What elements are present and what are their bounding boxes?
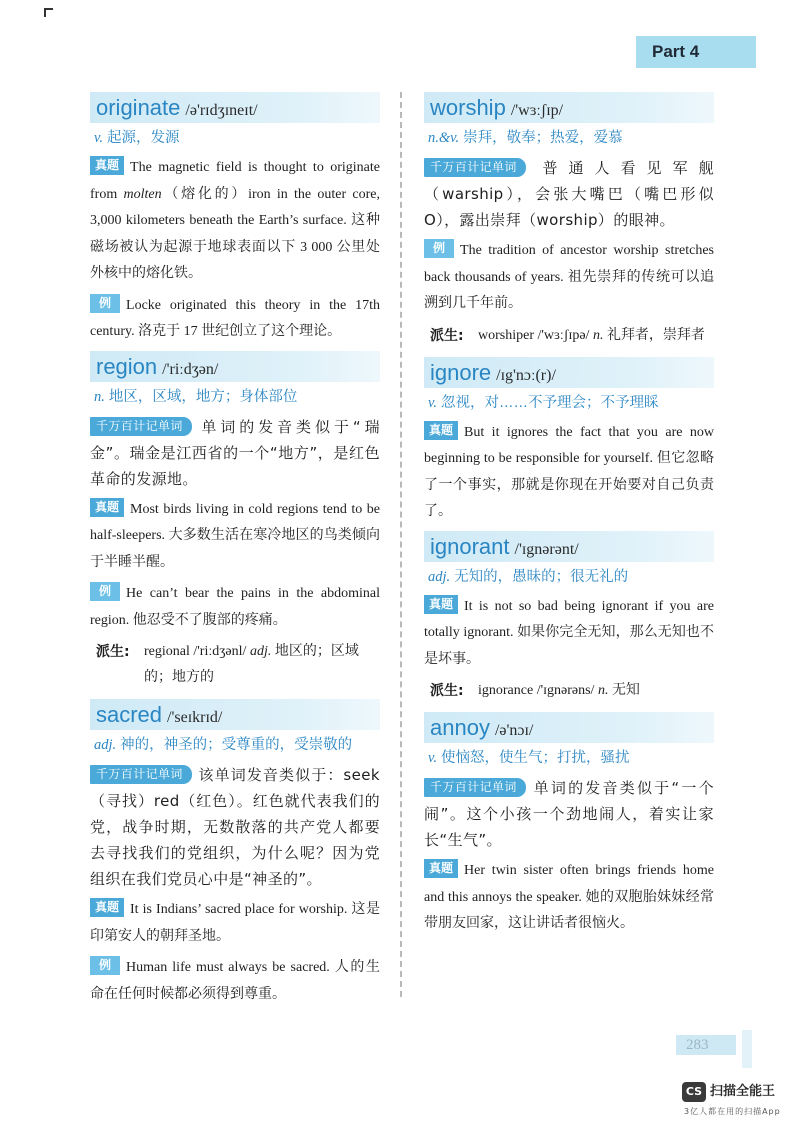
definition-text: 崇拜，敬奉；热爱，爱慕 bbox=[463, 130, 623, 146]
example-text: The tradition of ancestor worship stretches back thousands of years. 祖先崇拜的传统可以追溯到几千年前。 bbox=[424, 243, 714, 311]
definition-text: 地区，区域，地方；身体部位 bbox=[108, 388, 298, 405]
memory-tag: 千万百计记单词 bbox=[424, 778, 526, 797]
headword-bar bbox=[90, 699, 380, 730]
exam-text-italic: molten bbox=[123, 186, 162, 202]
headword: region bbox=[96, 353, 158, 379]
derivative-text bbox=[144, 639, 380, 691]
headword-bar bbox=[424, 531, 714, 562]
example-tag: 例 bbox=[90, 582, 120, 601]
entry-worship bbox=[424, 92, 714, 349]
memory-tip bbox=[424, 775, 714, 853]
crop-corner-mark bbox=[44, 8, 53, 17]
memory-text: 普通人看见军舰（warship），会张大嘴巴（嘴巴形似 O），露出崇拜（worship）的眼神。 bbox=[424, 159, 714, 229]
exam-tag: 真题 bbox=[90, 898, 124, 917]
derivative-label: 派生: bbox=[430, 683, 464, 699]
headword-bar bbox=[90, 351, 380, 382]
definition bbox=[94, 127, 380, 149]
example-tag: 例 bbox=[424, 239, 454, 258]
definition-text: 起源，发源 bbox=[107, 130, 180, 146]
derivative-pos: n. bbox=[597, 683, 609, 698]
memory-tag: 千万百计记单词 bbox=[90, 765, 192, 784]
exam-text: It is not so bad being ignorant if you are totally ignorant. 如果你完全无知，那么无知也不是坏事。 bbox=[424, 598, 714, 667]
exam-text: But it ignores the fact that you are now beginning to be responsible for yourself. 但它忽略了一个事实，那就是你现在开始要对自己负责了。 bbox=[424, 424, 714, 519]
derivative bbox=[424, 323, 714, 349]
entry-sacred bbox=[90, 699, 380, 1008]
example-text: Human life must always be sacred. 人的生命在任何时候都必须得到尊重。 bbox=[90, 960, 380, 1002]
memory-tag: 千万百计记单词 bbox=[424, 158, 526, 177]
headword-bar bbox=[424, 92, 714, 123]
derivative-label: 派生: bbox=[96, 644, 130, 660]
memory-text: 该单词发音类似于：seek（寻找）red（红色）。红色就代表我们的党，战争时期，无数散落的共产党人都要去寻找我们的党组织，为什么呢？因为党组织在我们党员心中是“神圣的”。 bbox=[90, 766, 380, 888]
headword: ignorant bbox=[430, 533, 510, 559]
part-of-speech: n. bbox=[94, 388, 105, 405]
derivative-pos: adj. bbox=[249, 644, 272, 659]
derivative-meaning: 无知 bbox=[608, 683, 640, 698]
phonetic: /'ɪgnərənt/ bbox=[514, 540, 579, 558]
exam-text: Most birds living in cold regions tend to be half-sleepers. 大多数生活在寒冷地区的鸟类倾向于半睡半醒。 bbox=[90, 501, 380, 570]
example bbox=[424, 238, 714, 318]
exam-tag: 真题 bbox=[424, 595, 458, 614]
watermark-subtitle: 3亿人都在用的扫描App bbox=[684, 1107, 781, 1116]
exam-example bbox=[424, 420, 714, 526]
exam-tag: 真题 bbox=[90, 498, 124, 517]
watermark-name: 扫描全能王 bbox=[710, 1084, 776, 1099]
derivative bbox=[90, 639, 380, 691]
derivative-pos: n. bbox=[592, 327, 604, 343]
example-text: Locke originated this theory in the 17th century. 洛克于 17 世纪创立了这个理论。 bbox=[90, 297, 380, 339]
exam-example bbox=[90, 155, 380, 288]
column-divider bbox=[400, 92, 402, 997]
entry-annoy bbox=[424, 712, 714, 938]
definition-text: 无知的，愚昧的；很无礼的 bbox=[454, 568, 629, 585]
derivative-meaning: 礼拜者，崇拜者 bbox=[603, 327, 705, 343]
exam-text: It is Indians’ sacred place for worship. 这是印第安人的朝拜圣地。 bbox=[90, 902, 380, 944]
page-number: 283 bbox=[676, 1035, 736, 1055]
part-of-speech: v. bbox=[94, 130, 103, 146]
part-of-speech: adj. bbox=[428, 568, 451, 585]
memory-tip bbox=[424, 155, 714, 233]
exam-text: Her twin sister often brings friends home and this annoys the speaker. 她的双胞胎妹妹经常带朋友回家，这让讲话者很恼火。 bbox=[424, 863, 714, 931]
memory-tip bbox=[90, 762, 380, 892]
memory-tag: 千万百计记单词 bbox=[90, 417, 192, 436]
definition bbox=[428, 392, 714, 414]
entry-ignorant bbox=[424, 531, 714, 705]
exam-tag: 真题 bbox=[90, 156, 124, 175]
exam-example bbox=[424, 858, 714, 938]
memory-tip bbox=[90, 414, 380, 492]
part-of-speech: v. bbox=[428, 750, 437, 766]
definition bbox=[428, 747, 714, 769]
page-edge-strip bbox=[742, 1030, 752, 1068]
definition bbox=[94, 734, 380, 756]
derivative-text bbox=[478, 678, 714, 704]
example-tag: 例 bbox=[90, 294, 120, 313]
definition-text: 使恼怒，使生气；打扰，骚扰 bbox=[441, 750, 630, 766]
exam-text-c: （熔化的）iron in the outer core, 3,000 kilometers beneath the Earth’s surface. 这种磁场被认为起源于地球表面以下 3 000 公里处外核中的熔化铁。 bbox=[90, 186, 380, 281]
left-column bbox=[90, 92, 380, 1013]
exam-example bbox=[90, 897, 380, 950]
example-text: He can’t bear the pains in the abdominal region. 他忍受不了腹部的疼痛。 bbox=[90, 586, 380, 628]
part-of-speech: n.&v. bbox=[428, 130, 460, 146]
right-column bbox=[424, 92, 714, 943]
part-of-speech: v. bbox=[428, 394, 437, 411]
cs-logo-icon: CS bbox=[682, 1082, 706, 1102]
phonetic: /ə'rɪdʒɪneɪt/ bbox=[185, 102, 258, 119]
headword: ignore bbox=[430, 359, 492, 385]
example bbox=[90, 581, 380, 634]
definition bbox=[428, 566, 714, 588]
exam-tag: 真题 bbox=[424, 421, 458, 440]
entry-ignore bbox=[424, 357, 714, 526]
exam-text-a: The magnetic field is thought to originate from bbox=[90, 160, 380, 202]
example bbox=[90, 293, 380, 346]
phonetic: /ə'nɔɪ/ bbox=[494, 722, 534, 739]
headword-bar bbox=[424, 712, 714, 743]
memory-text: 单词的发音类似于“瑞金”。瑞金是江西省的一个“地方”，是红色革命的发源地。 bbox=[90, 417, 380, 488]
phonetic: /ɪg'nɔː(r)/ bbox=[496, 366, 556, 384]
headword: originate bbox=[96, 95, 181, 120]
headword: annoy bbox=[430, 715, 490, 740]
derivative-meaning: 地区的；区域的；地方的 bbox=[144, 644, 359, 685]
example bbox=[90, 955, 380, 1008]
definition-text: 忽视，对……不予理会；不予理睬 bbox=[441, 394, 659, 411]
headword: worship bbox=[430, 95, 506, 120]
entry-region bbox=[90, 351, 380, 692]
exam-example bbox=[424, 594, 714, 674]
phonetic: /'wɜːʃɪp/ bbox=[510, 102, 564, 119]
scanner-watermark bbox=[682, 1082, 792, 1126]
derivative-text bbox=[478, 323, 714, 349]
definition bbox=[94, 386, 380, 408]
derivative bbox=[424, 678, 714, 704]
memory-text: 单词的发音类似于“一个闹”。这个小孩一个劲地闹人，着实让家长“生气”。 bbox=[424, 779, 714, 849]
exam-example bbox=[90, 497, 380, 577]
headword-bar bbox=[424, 357, 714, 388]
headword-bar bbox=[90, 92, 380, 123]
example-tag: 例 bbox=[90, 956, 120, 975]
exam-tag: 真题 bbox=[424, 859, 458, 878]
derivative-word: regional /'riːdʒənl/ bbox=[144, 644, 250, 659]
part-of-speech: adj. bbox=[94, 737, 117, 753]
definition bbox=[428, 127, 714, 149]
phonetic: /'seɪkrɪd/ bbox=[167, 709, 223, 726]
part-tab: Part 4 bbox=[636, 36, 756, 68]
definition-text: 神的，神圣的；受尊重的，受崇敬的 bbox=[120, 737, 353, 753]
derivative-word: ignorance /'ɪgnərəns/ bbox=[478, 683, 598, 698]
entry-originate bbox=[90, 92, 380, 346]
phonetic: /'riːdʒən/ bbox=[162, 360, 219, 378]
derivative-label: 派生: bbox=[430, 327, 464, 344]
derivative-word: worshiper /'wɜːʃɪpə/ bbox=[478, 327, 593, 343]
headword: sacred bbox=[96, 702, 163, 727]
